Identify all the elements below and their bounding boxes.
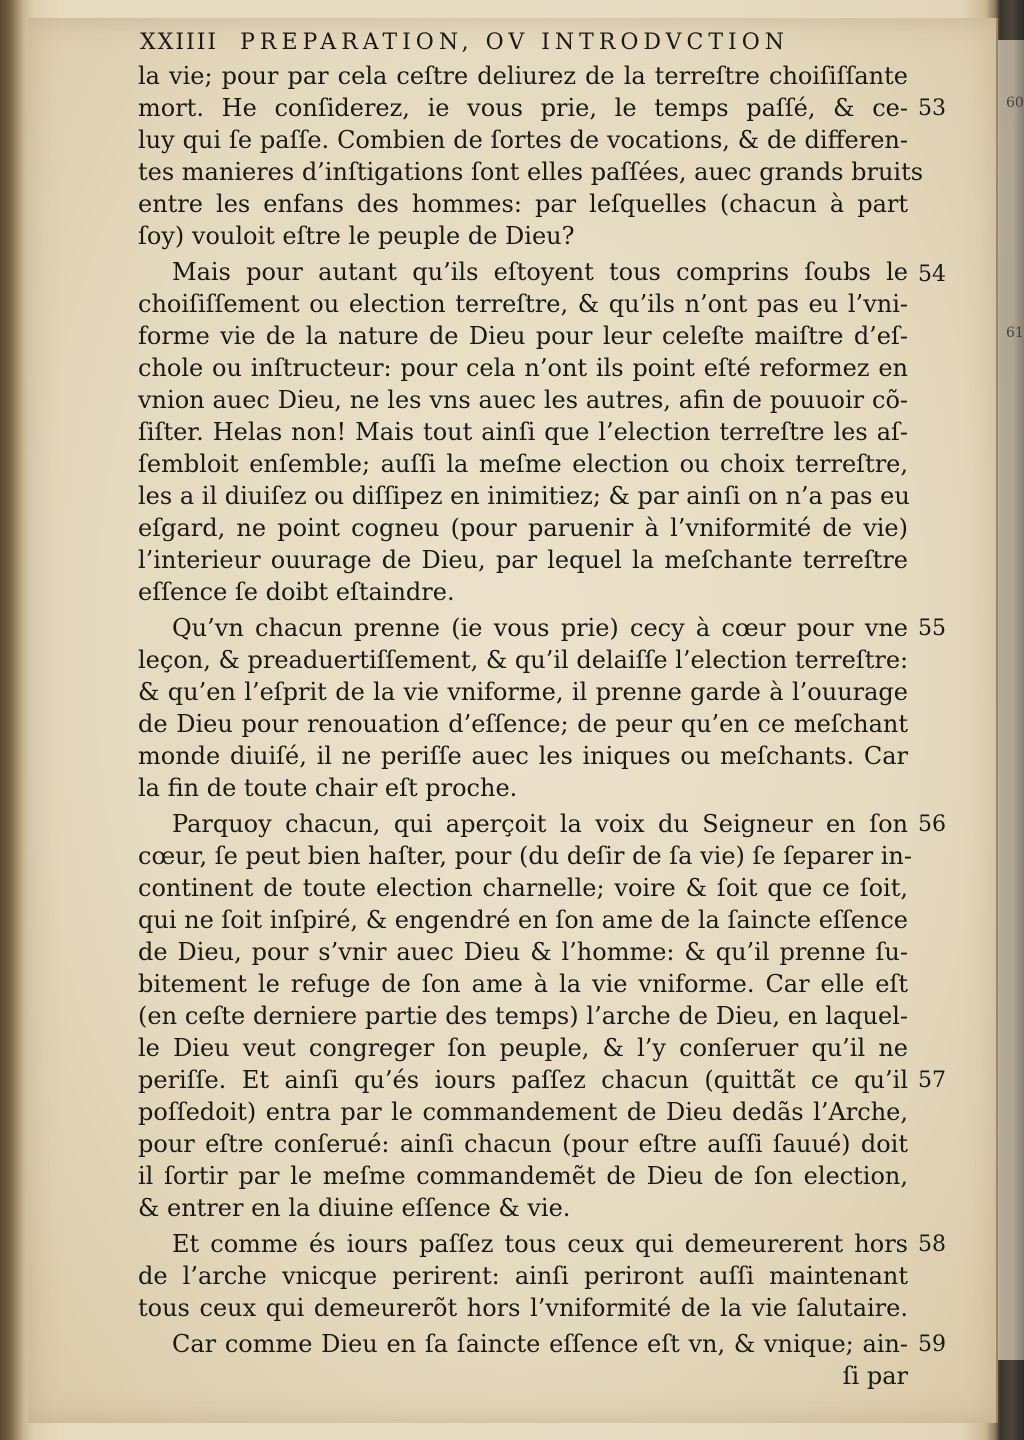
text-line: la fin de toute chair eſt proche. [138,774,518,802]
text-line: l’interieur ouurage de Dieu, par lequel la meſchante terreſtre [138,546,908,574]
text-line: la vie; pour par cela ceſtre deliurez de la terreſtre choiſiſſante [138,62,908,90]
margin-number: 55 [918,616,946,641]
margin-number: 56 [918,812,946,837]
text-line: poſſedoit) entra par le commandement de Dieu dedãs l’Arche, [138,1098,908,1126]
text-line: continent de toute election charnelle; voire & ſoit que ce ſoit, [138,874,908,902]
text-line: Mais pour autant qu’ils eſtoyent tous comprins ſoubs le [172,258,908,286]
text-line: les a il diuiſez ou diſſipez en inimitiez; & par ainſi on n’a pas eu [138,482,910,510]
text-line: mort. He conſiderez, ie vous prie, le temps paſſé, & ce- [138,94,908,122]
text-line: vnion auec Dieu, ne les vns auec les autres, afin de pouuoir cõ- [138,386,908,414]
facing-page-fragment: 61 [1006,325,1024,341]
margin-number: 53 [918,96,946,121]
text-line: monde diuiſé, il ne periſſe auec les iniques ou meſchants. Car [138,742,908,770]
text-line: eſgard, ne point cogneu (pour paruenir à l’vniformité de vie) [138,514,908,542]
text-line: Et comme és iours paſſez tous ceux qui demeurerent hors [172,1230,908,1258]
margin-number: 58 [918,1232,946,1257]
folio-number: XXIIII [140,30,219,55]
text-line: leçon, & preaduertiſſement, & qu’il delaiſſe l’election terreſtre: [138,646,909,674]
text-line: periſſe. Et ainſi qu’és iours paſſez chacun (quittãt ce qu’il [138,1066,908,1094]
text-line: pour eſtre conſerué: ainſi chacun (pour eſtre auſſi ſauué) doit [138,1130,908,1158]
facing-page-fragment: 60 [1006,95,1024,111]
text-line: qui ne ſoit inſpiré, & engendré en ſon ame de la ſaincte eſſence [138,906,908,934]
text-line: entre les enfans des hommes: par leſquelles (chacun à part [138,190,908,218]
text-line: ſembloit enſemble; auſſi la meſme election ou choix terreſtre, [138,450,908,478]
text-line: de Dieu, pour s’vnir auec Dieu & l’homme: & qu’il prenne ſu- [138,938,908,966]
running-title: PREPARATION, OV INTRODVCTION [240,30,790,55]
text-line: cœur, ſe peut bien haſter, pour (du deſir de ſa vie) ſe ſeparer in- [138,842,912,870]
text-line: tes manieres d’inſtigations ſont elles paſſées, auec grands bruits [138,158,924,186]
text-line: Qu’vn chacun prenne (ie vous prie) cecy à cœur pour vne [172,614,908,642]
text-line: & entrer en la diuine eſſence & vie. [138,1194,571,1222]
text-line: forme vie de la nature de Dieu pour leur celeſte maiſtre d’eſ- [138,322,908,350]
margin-number: 54 [918,262,946,287]
text-line: Parquoy chacun, qui aperçoit la voix du Seigneur en ſon [172,810,908,838]
running-header [140,30,920,55]
text-line: luy qui ſe paſſe. Combien de ſortes de vocations, & de differen- [138,126,908,154]
text-line: ſiſter. Helas non! Mais tout ainſi que l’election terreſtre les aſ- [138,418,908,446]
text-line: il ſortir par le meſme commandemẽt de Dieu de ſon election, [138,1162,908,1190]
facing-page-edge [998,40,1024,1360]
text-line: (en ceſte derniere partie des temps) l’arche de Dieu, en laquel- [138,1002,908,1030]
text-line: Car comme Dieu en ſa ſaincte eſſence eſt vn, & vnique; ain- [172,1330,908,1358]
margin-number: 59 [918,1332,946,1357]
margin-number: 57 [918,1068,946,1093]
text-line: chole ou inſtructeur: pour cela n’ont ils point eſté reformez en [138,354,908,382]
text-line: eſſence ſe doibt eſtaindre. [138,578,455,606]
text-line: de Dieu pour renouation d’eſſence; de peur qu’en ce meſchant [138,710,908,738]
text-line: bitement le refuge de ſon ame à la vie vniforme. Car elle eſt [138,970,908,998]
catchword: ſi par [842,1362,908,1390]
text-line: ſoy) vouloit eſtre le peuple de Dieu? [138,222,575,250]
text-line: de l’arche vnicque perirent: ainſi periront auſſi maintenant [138,1262,908,1290]
text-line: choiſiſſement ou election terreſtre, & qu’ils n’ont pas eu l’vni- [138,290,908,318]
text-line: & qu’en l’eſprit de la vie vniforme, il prenne garde à l’ouurage [138,678,908,706]
text-line: tous ceux qui demeurerõt hors l’vniformité de la vie ſalutaire. [138,1294,908,1322]
text-line: le Dieu veut congreger ſon peuple, & l’y conſeruer qu’il ne [138,1034,908,1062]
